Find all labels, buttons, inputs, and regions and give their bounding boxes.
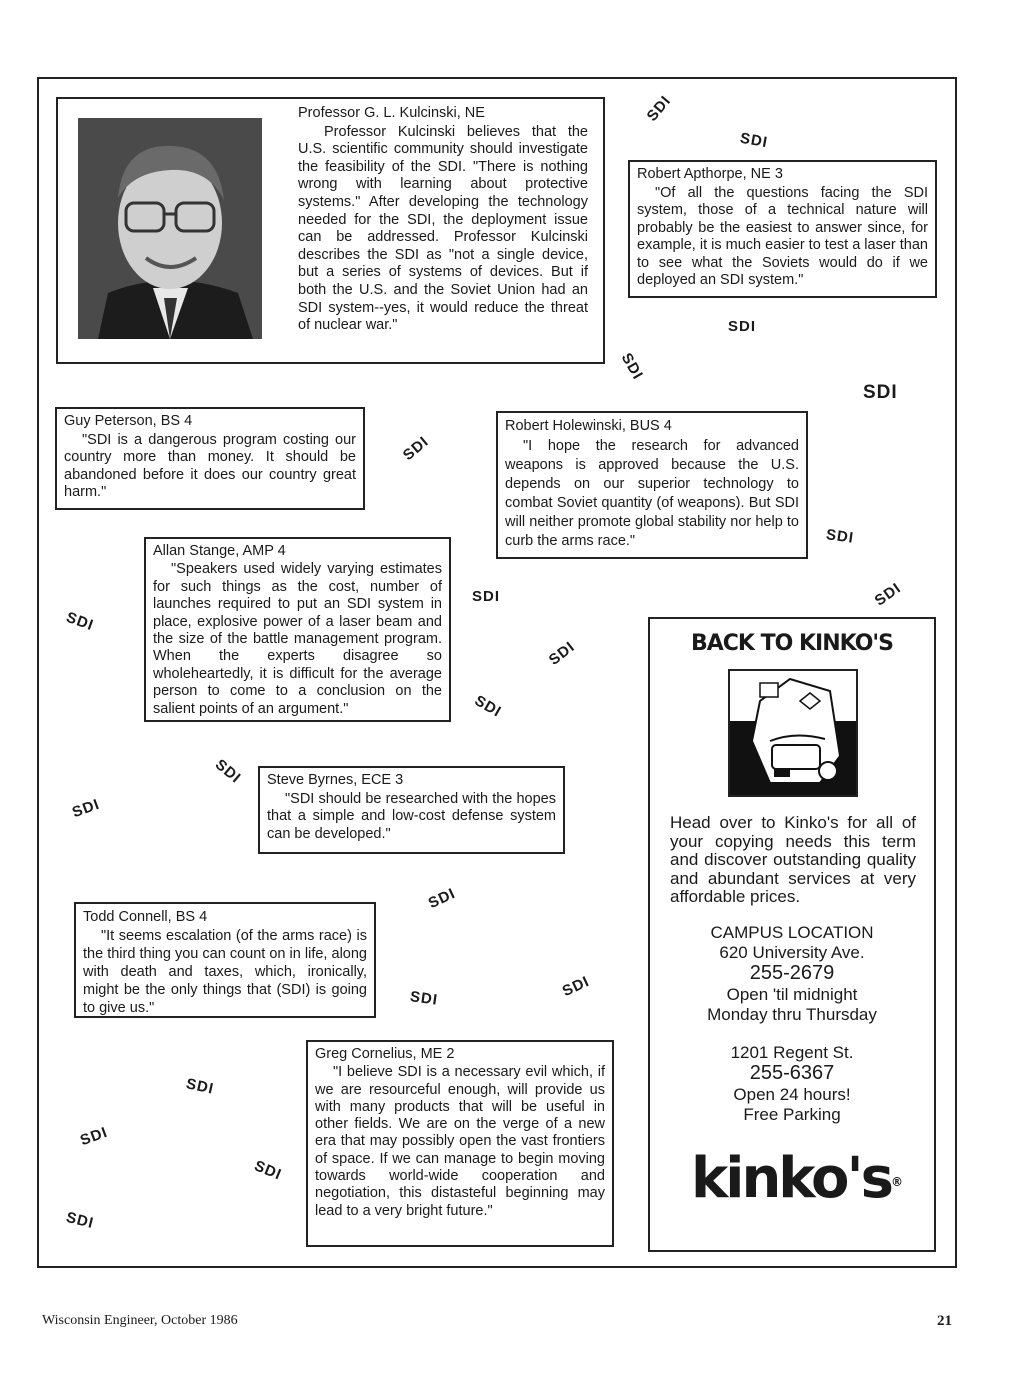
regent-parking: Free Parking: [743, 1105, 841, 1124]
sdi-decoration: SDI: [251, 1157, 285, 1184]
sdi-decoration: SDI: [559, 972, 593, 1001]
quote-text: "SDI is a dangerous program costing our country more than money. It should be abandoned before it does our country great harm.": [64, 431, 356, 500]
quote-text: "Speakers used widely varying estimates for such things as the cost, number of launches required to put an SDI system in place, explosive power of a laser beam and the size of the battle management program. When the experts disagree so wholeheartedly, it is difficult for the average person to come to a conclusion on the salient points of an argument.": [153, 561, 442, 717]
sdi-decoration: SDI: [408, 988, 440, 1009]
backpack-illustration: [728, 669, 858, 797]
regent-hours: Open 24 hours!: [733, 1085, 851, 1104]
campus-days: Monday thru Thursday: [707, 1005, 877, 1024]
sdi-decoration: SDI: [738, 129, 770, 152]
campus-location-heading: CAMPUS LOCATION: [710, 923, 874, 942]
quote-text: Professor Kulcinski believes that the U.S. scientific community should investigate the feasibility of the SDI. "There is nothing wrong with learning about protective systems." After developing the technology needed for the SDI, the deployment issue can be addressed. Professor Kulcinski describes the SDI as "not a single device, but a series of systems of devices. But if both the U.S. and the Soviet Union had an SDI system--yes, it would reduce the threat of nuclear war.": [298, 123, 588, 334]
quote-author: Professor G. L. Kulcinski, NE: [298, 105, 485, 121]
regent-phone: 255-6367: [749, 1062, 835, 1084]
regent-address: 1201 Regent St.: [730, 1043, 854, 1062]
quote-author: Guy Peterson, BS 4: [64, 413, 193, 429]
sdi-decoration: SDI: [545, 638, 579, 669]
sdi-decoration: SDI: [617, 350, 647, 383]
sdi-decoration: SDI: [824, 526, 856, 547]
sdi-decoration: SDI: [643, 92, 675, 125]
quote-kulcinski: [290, 101, 596, 339]
sdi-decoration: SDI: [64, 1208, 96, 1233]
page-number: 21: [937, 1313, 952, 1329]
sdi-decoration: SDI: [184, 1075, 216, 1098]
quote-text: "Of all the questions facing the SDI system, those of a technical nature will probably be the easiest to answer since, for example, it is much easier to test a laser than to see what the Soviets would do if we deployed an SDI system.": [637, 184, 928, 288]
sdi-decoration: SDI: [211, 755, 245, 788]
portrait-photo: [78, 118, 262, 339]
quote-author: Todd Connell, BS 4: [83, 909, 208, 925]
sdi-decoration: SDI: [77, 1123, 111, 1150]
kinkos-logo: [682, 1146, 912, 1212]
quote-author: Greg Cornelius, ME 2: [315, 1046, 455, 1062]
ad-body-text: Head over to Kinko's for all of your copying needs this term and discover outstanding quality and abundant services at very affordable prices.: [670, 813, 916, 906]
quote-text: "I believe SDI is a necessary evil which, if we are resourceful enough, will provide us with many products that will be useful in other fields. We are on the verge of a new era that may possibly open the vast frontiers of space. If we can manage to begin moving towards world-wide cooperation and negotiation, this distasteful beginning may lead to a very bright future.": [315, 1064, 605, 1219]
sdi-decoration: SDI: [728, 318, 757, 335]
portrait-illustration: [78, 118, 262, 339]
quote-author: Allan Stange, AMP 4: [153, 543, 286, 559]
sdi-decoration: SDI: [471, 692, 505, 721]
quote-text: "I hope the research for advanced weapons is approved because the U.S. depends on our superior technology to combat Soviet quantity (of weapons). But SDI will neither promote global stability nor help to curb the arms race.": [505, 438, 799, 549]
publication-footer: Wisconsin Engineer, October 1986: [42, 1313, 238, 1328]
sdi-decoration: SDI: [399, 432, 433, 465]
kinkos-advertisement: [648, 617, 936, 1252]
quote-author: Robert Apthorpe, NE 3: [637, 166, 783, 182]
quote-text: "It seems escalation (of the arms race) is the third thing you can count on in life, along with death and taxes, which, ironically, might be the only things that (SDI) is going to give us.": [83, 928, 367, 1016]
quote-box-connell: [74, 902, 376, 1018]
campus-phone: 255-2679: [749, 962, 835, 984]
sdi-decoration: SDI: [69, 795, 103, 822]
quote-box-holewinski: [496, 411, 808, 559]
sdi-decoration: SDI: [472, 588, 501, 605]
quote-box-byrnes: [258, 766, 565, 854]
quote-box-cornelius: [306, 1040, 614, 1247]
sdi-decoration: SDI: [871, 579, 905, 610]
campus-hours: Open 'til midnight: [726, 985, 858, 1004]
quote-text: "SDI should be researched with the hopes that a simple and low-cost defense system can be developed.": [267, 790, 556, 842]
quote-box-peterson: [55, 407, 365, 510]
ad-title: BACK TO KINKO'S: [690, 631, 893, 656]
registered-mark: ®: [891, 1174, 903, 1189]
sdi-decoration: SDI: [863, 382, 898, 403]
sdi-decoration: SDI: [63, 608, 97, 635]
campus-address: 620 University Ave.: [719, 943, 865, 962]
quote-author: Steve Byrnes, ECE 3: [267, 772, 404, 788]
kinkos-logo-text: kinko's: [691, 1146, 891, 1211]
quote-box-apthorpe: [628, 160, 937, 298]
quote-box-stange: [144, 537, 451, 722]
backpack-icon: [730, 671, 856, 795]
sdi-decoration: SDI: [425, 884, 459, 913]
quote-author: Robert Holewinski, BUS 4: [505, 418, 672, 434]
